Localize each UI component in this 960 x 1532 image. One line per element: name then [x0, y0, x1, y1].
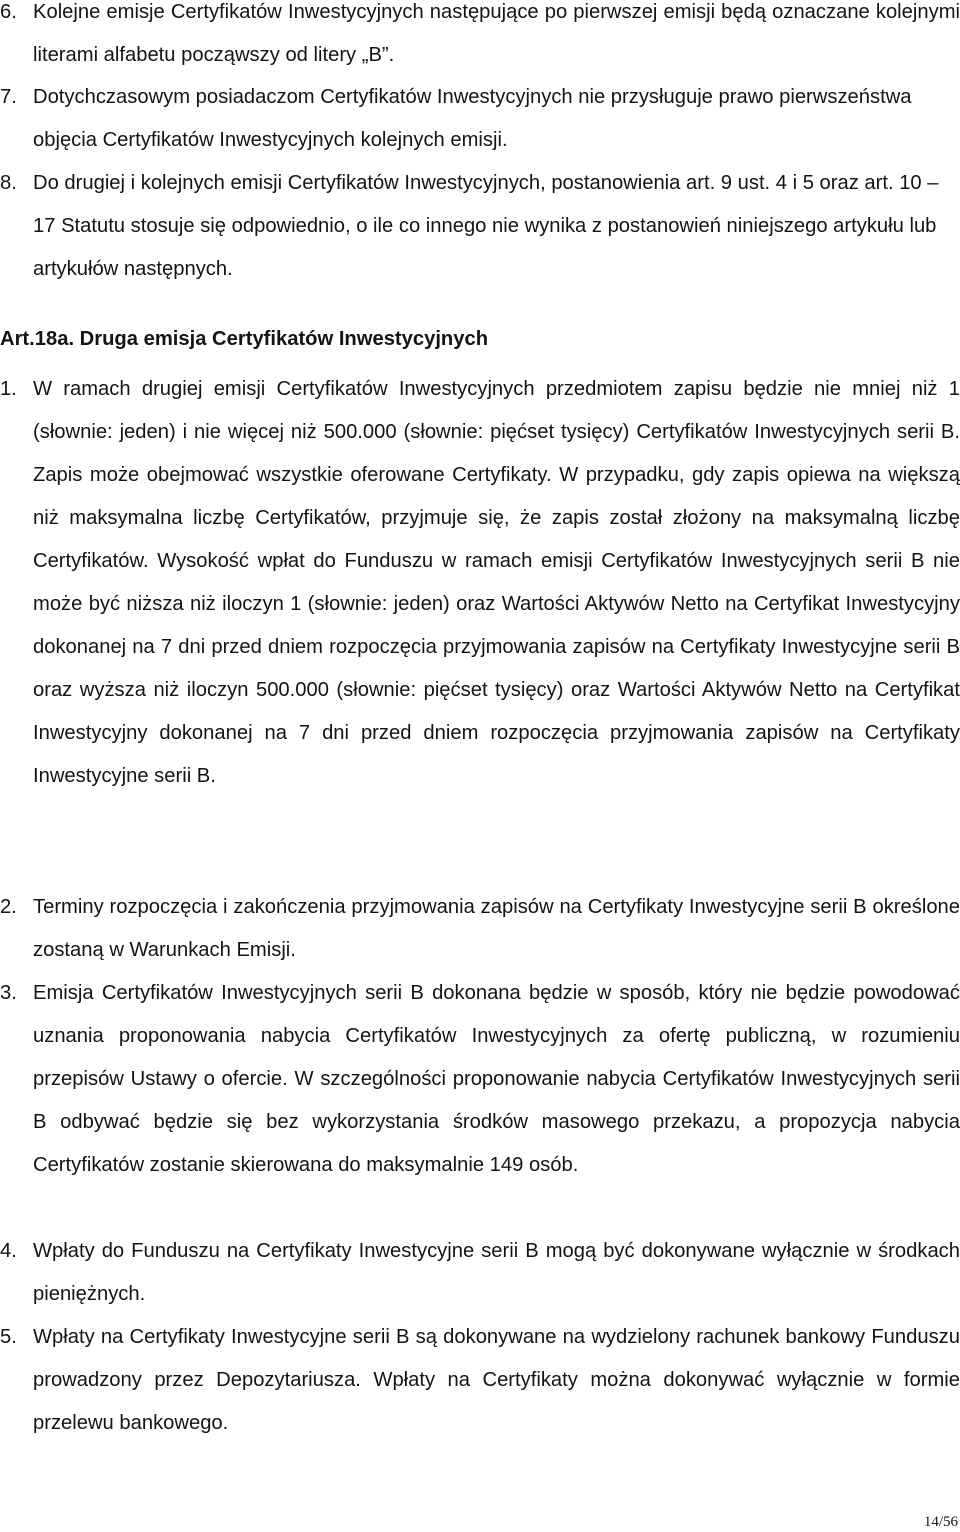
item-text: Emisja Certyfikatów Inwestycyjnych serii B dokonana będzie w sposób, który nie będzie powodować uznania proponowania nabycia Certyfikatów Inwestycyjnych za ofertę publiczną, w rozumieniu przepisów Ustawy o ofercie. W szczególności proponowanie nabycia Certyfikatów Inwestycyjnych serii B odbywać będzie się bez wykorzystania środków masowego przekazu, a propozycja nabycia Certyfikatów zostanie skierowana do maksymalnie 149 osób.	[33, 982, 960, 1176]
item-number: 5.	[0, 1326, 17, 1348]
item-number: 4.	[0, 1240, 17, 1262]
item-text: Wpłaty na Certyfikaty Inwestycyjne serii B są dokonywane na wydzielony rachunek bankowy Funduszu prowadzony przez Depozytariusza. Wpłaty na Certyfikaty można dokonywać wyłącznie w formie przelewu bankowego.	[33, 1326, 960, 1434]
item-text: Wpłaty do Funduszu na Certyfikaty Inwestycyjne serii B mogą być dokonywane wyłącznie w środkach pieniężnych.	[33, 1240, 960, 1305]
paragraph-text: Do drugiej i kolejnych emisji Certyfikatów Inwestycyjnych, postanowienia art. 9 ust. 4 i 5 oraz art. 10 – 17 Statutu stosuje się odpowiednio, o ile co innego nie wynika z postanowień niniejszego artykułu lub artykułów następnych.	[33, 172, 939, 280]
article-item-3	[0, 972, 960, 1187]
paragraph-text: Dotychczasowym posiadaczom Certyfikatów Inwestycyjnych nie przysługuje prawo pierwszeństwa objęcia Certyfikatów Inwestycyjnych kolejnych emisji.	[33, 86, 912, 151]
paragraph-7	[0, 76, 960, 162]
article-heading: Art.18a. Druga emisja Certyfikatów Inwestycyjnych	[0, 328, 489, 350]
paragraph-text: Kolejne emisje Certyfikatów Inwestycyjnych następujące po pierwszej emisji będą oznaczane kolejnymi literami alfabetu począwszy od litery „B”.	[33, 1, 960, 66]
item-text: W ramach drugiej emisji Certyfikatów Inwestycyjnych przedmiotem zapisu będzie nie mniej niż 1 (słownie: jeden) i nie więcej niż 500.000 (słownie: pięćset tysięcy) Certyfikatów Inwestycyjnych serii B. Zapis może obejmować wszystkie oferowane Certyfikaty. W przypadku, gdy zapis opiewa na większą niż maksymalna liczbę Certyfikatów, przyjmuje się, że zapis został złożony na maksymalną liczbę Certyfikatów. Wysokość wpłat do Funduszu w ramach emisji Certyfikatów Inwestycyjnych serii B nie może być niższa niż iloczyn 1 (słownie: jeden) oraz Wartości Aktywów Netto na Certyfikat Inwestycyjny dokonanej na 7 dni przed dniem rozpoczęcia przyjmowania zapisów na Certyfikaty Inwestycyjne serii B oraz wyższa niż iloczyn 500.000 (słownie: pięćset tysięcy) oraz Wartości Aktywów Netto na Certyfikat Inwestycyjny dokonanej na 7 dni przed dniem rozpoczęcia przyjmowania zapisów na Certyfikaty Inwestycyjne serii B.	[33, 378, 960, 787]
paragraph-number: 7.	[0, 86, 17, 108]
item-number: 3.	[0, 982, 17, 1004]
page-number: 14/56	[923, 1514, 958, 1530]
item-number: 2.	[0, 896, 17, 918]
article-item-2	[0, 886, 960, 972]
paragraph-8	[0, 162, 960, 291]
paragraph-number: 6.	[0, 1, 17, 23]
item-text: Terminy rozpoczęcia i zakończenia przyjmowania zapisów na Certyfikaty Inwestycyjne serii B określone zostaną w Warunkach Emisji.	[33, 896, 960, 961]
item-number: 1.	[0, 378, 17, 400]
paragraph-6	[0, 0, 960, 77]
article-item-1	[0, 368, 960, 798]
paragraph-number: 8.	[0, 172, 17, 194]
article-item-5	[0, 1316, 960, 1445]
article-item-4	[0, 1230, 960, 1316]
